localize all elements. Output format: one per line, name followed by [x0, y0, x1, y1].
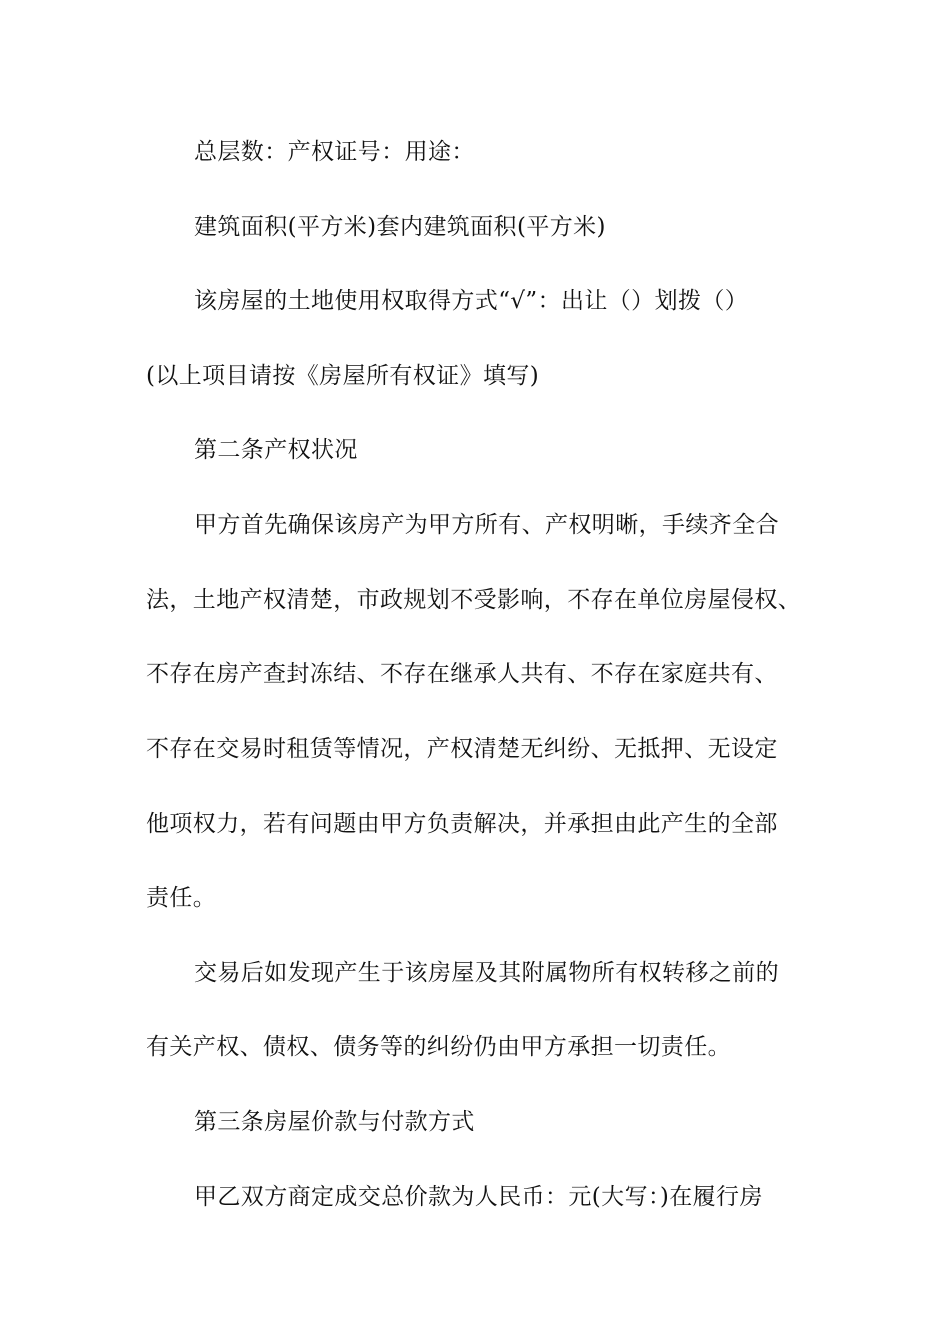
paragraph-line: 甲方首先确保该房产为甲方所有、产权明晰，手续齐全合 [194, 512, 779, 538]
text-line-area: 建筑面积(平方米)套内建筑面积(平方米) [194, 214, 606, 240]
paragraph-line: 不存在交易时租赁等情况，产权清楚无纠纷、无抵押、无设定 [146, 736, 778, 762]
text-line-note: (以上项目请按《房屋所有权证》填写) [146, 363, 540, 389]
paragraph-line: 他项权力，若有问题由甲方负责解决，并承担由此产生的全部 [146, 811, 778, 837]
article-2-heading: 第二条产权状况 [194, 437, 358, 463]
text-line-land-use: 该房屋的土地使用权取得方式“√”：出让（）划拨（） [194, 288, 749, 314]
paragraph-line: 责任。 [146, 885, 217, 911]
paragraph-line: 有关产权、债权、债务等的纠纷仍由甲方承担一切责任。 [146, 1034, 731, 1060]
paragraph-line: 法，土地产权清楚，市政规划不受影响，不存在单位房屋侵权、 [146, 587, 802, 613]
paragraph-line: 甲乙双方商定成交总价款为人民币：元(大写：)在履行房 [194, 1184, 763, 1210]
paragraph-line: 交易后如发现产生于该房屋及其附属物所有权转移之前的 [194, 960, 779, 986]
article-3-heading: 第三条房屋价款与付款方式 [194, 1109, 475, 1135]
paragraph-line: 不存在房产查封冻结、不存在继承人共有、不存在家庭共有、 [146, 661, 778, 687]
text-line-floors: 总层数：产权证号：用途： [194, 139, 475, 165]
